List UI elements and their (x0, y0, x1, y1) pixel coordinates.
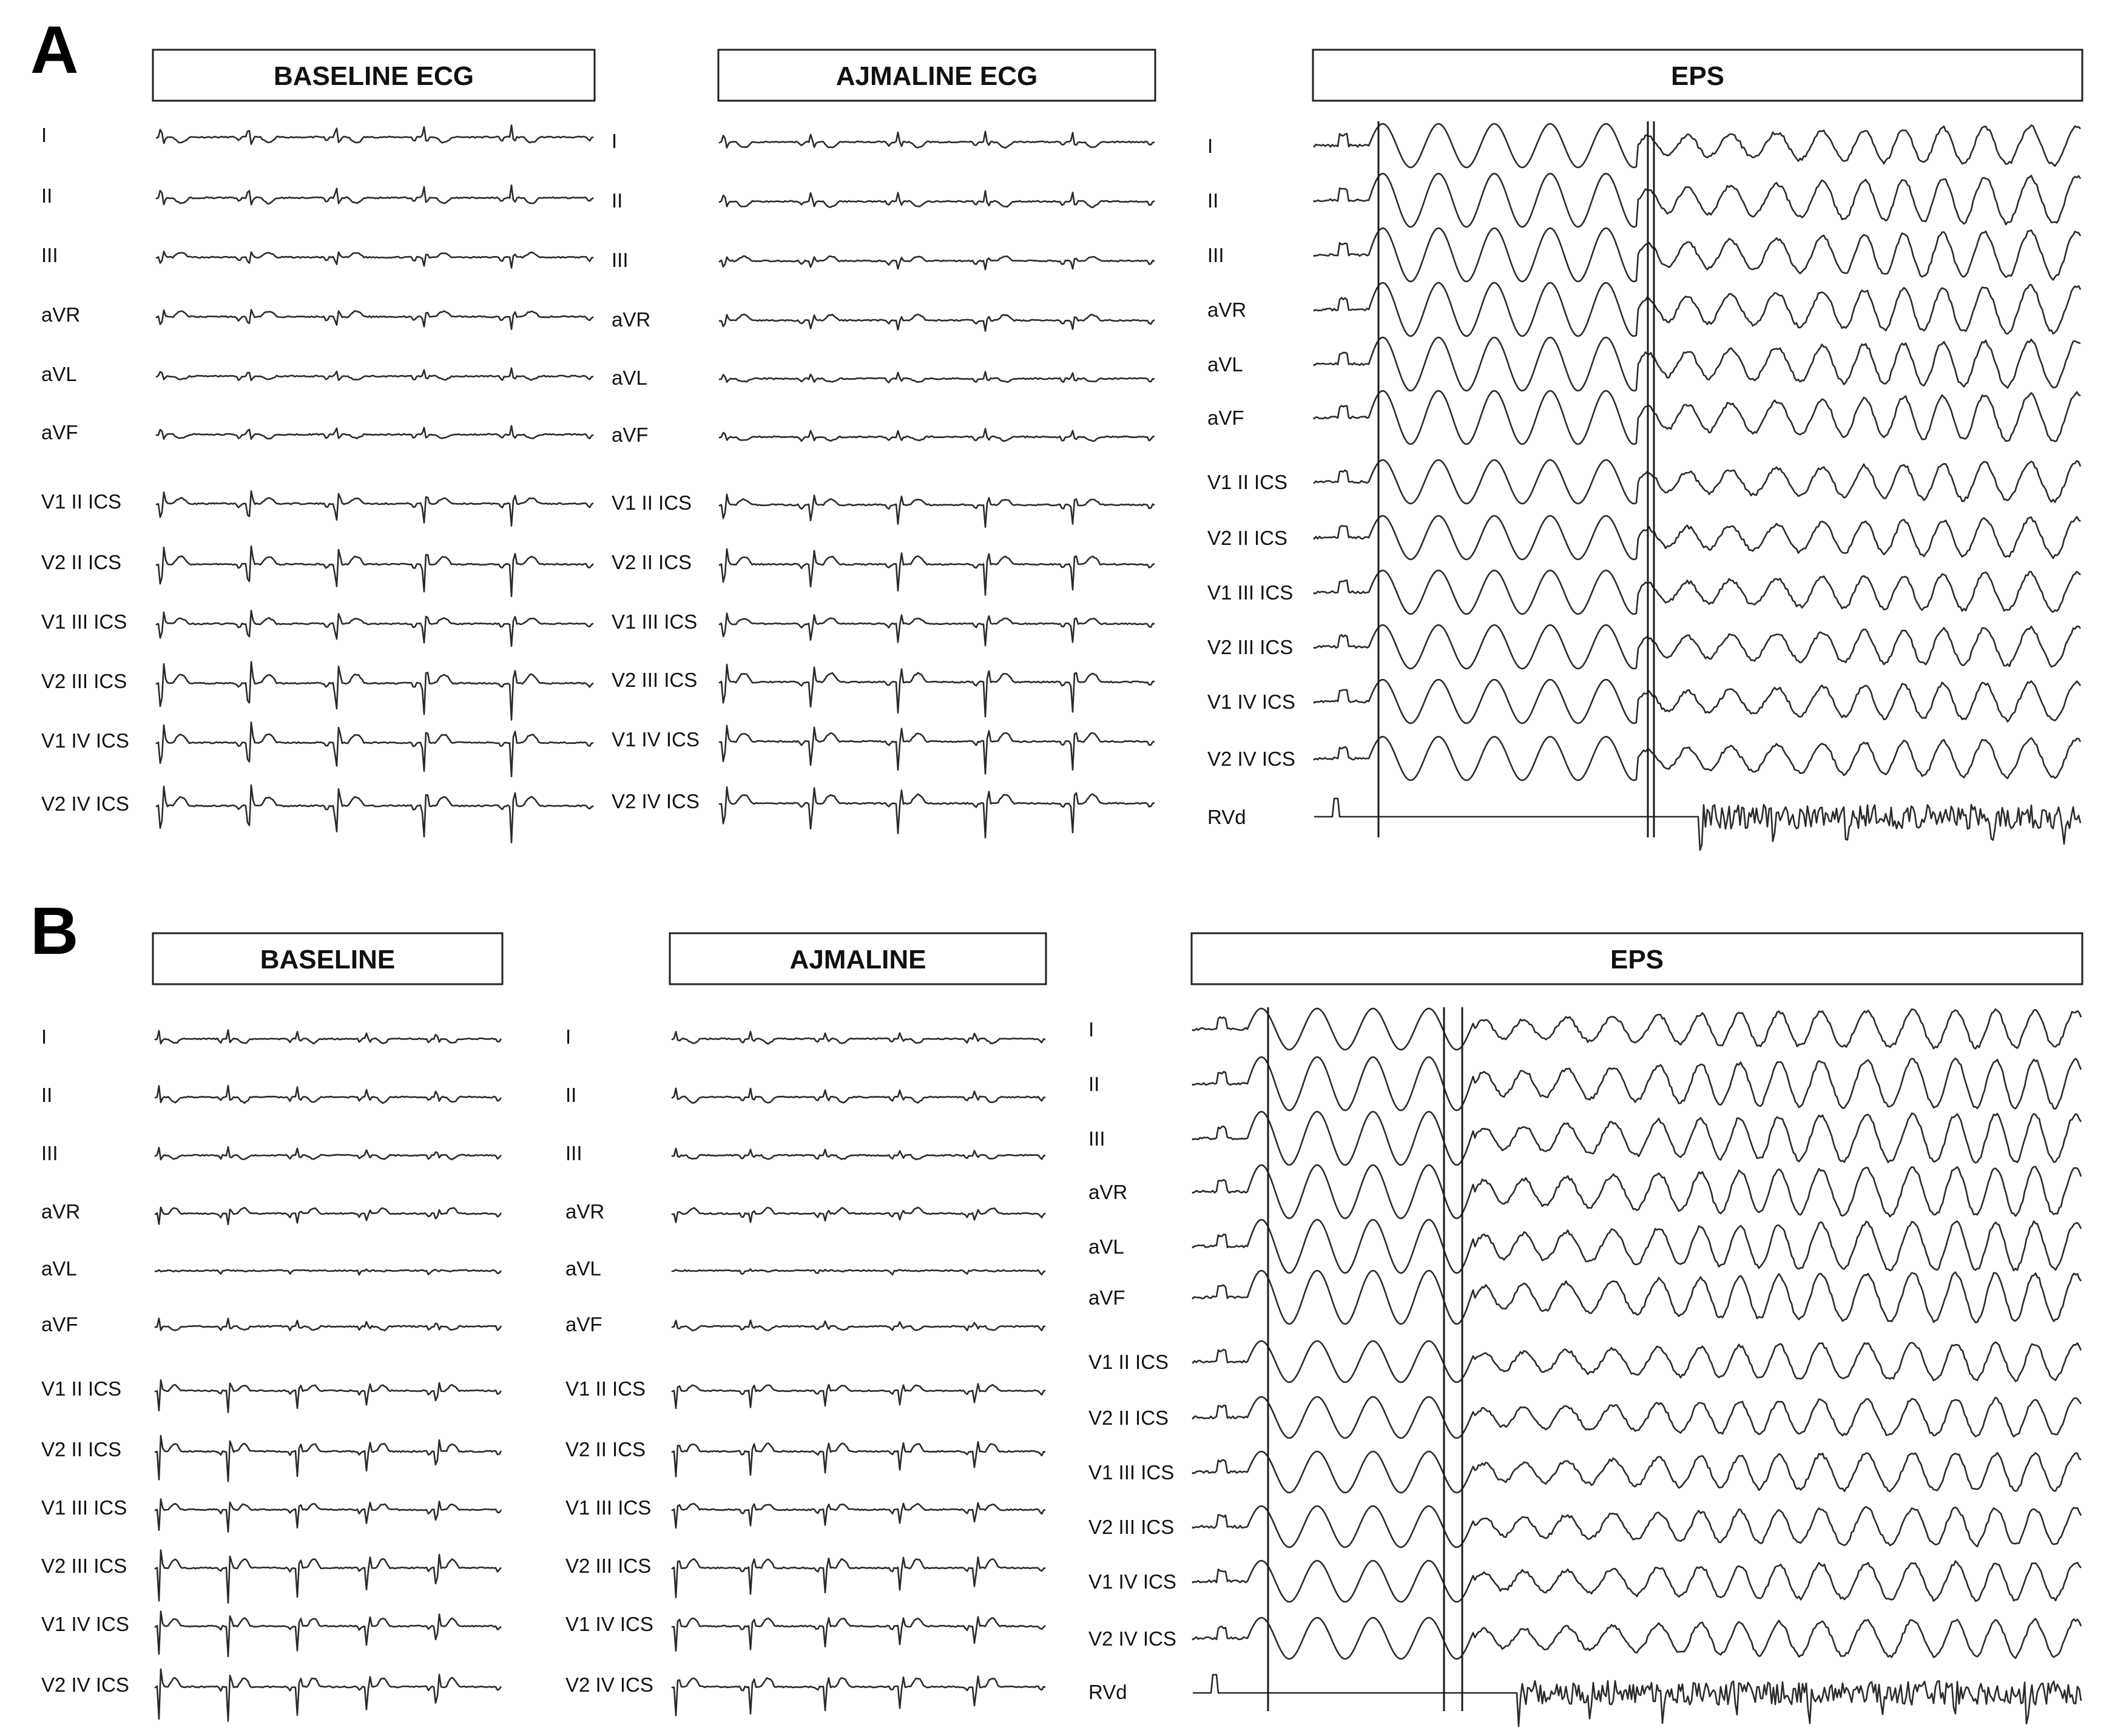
eps-trace (1314, 391, 2080, 444)
lead-label: III (612, 249, 629, 271)
ecg-trace (672, 1617, 1045, 1651)
eps-trace (1193, 1341, 2081, 1382)
lead-label: I (41, 1025, 47, 1048)
lead-label: III (1088, 1127, 1105, 1150)
rvd-trace (1314, 799, 2080, 850)
eps-trace (1193, 1561, 2081, 1602)
ecg-trace (157, 309, 593, 329)
ecg-trace (672, 1207, 1045, 1223)
lead-label: V2 IV ICS (41, 792, 129, 815)
lead-label: I (565, 1025, 572, 1048)
lead-label: V1 III ICS (1088, 1461, 1175, 1484)
eps-trace (1314, 460, 2080, 504)
lead-label: V2 III ICS (1207, 636, 1294, 658)
ecg-trace (720, 191, 1155, 208)
lead-label: aVF (612, 424, 649, 446)
eps-trace (1193, 1057, 2081, 1110)
lead-label: V2 IV ICS (612, 790, 700, 812)
panel-a-baseline-lead-labels (41, 124, 129, 815)
panel-a-ajmaline-title: AJMALINE ECG (835, 61, 1038, 91)
eps-trace (1193, 1618, 2081, 1659)
lead-label: V1 II ICS (612, 491, 692, 514)
lead-label: V2 II ICS (1207, 527, 1288, 549)
lead-label: V1 III ICS (565, 1496, 652, 1519)
ecg-trace (720, 549, 1155, 595)
eps-trace (1314, 228, 2080, 282)
eps-trace (1193, 1271, 2081, 1324)
eps-trace (1314, 283, 2080, 336)
eps-trace (1314, 737, 2080, 780)
lead-label: aVF (41, 1313, 78, 1336)
ecg-trace (720, 787, 1155, 837)
lead-label: RVd (1207, 806, 1246, 828)
ecg-trace (155, 1147, 501, 1160)
lead-label: RVd (1088, 1681, 1127, 1703)
lead-label: aVL (41, 363, 77, 385)
panel-b-baseline-lead-labels (41, 1025, 129, 1696)
eps-trace (1193, 1451, 2081, 1493)
lead-label: V2 II ICS (1088, 1407, 1169, 1429)
lead-label: V1 IV ICS (612, 728, 700, 751)
ecg-trace (672, 1149, 1045, 1160)
lead-label: aVF (1207, 407, 1244, 429)
eps-trace (1314, 570, 2080, 614)
rvd-trace (1193, 1675, 2081, 1726)
lead-label: V1 IV ICS (1207, 691, 1295, 713)
ecg-trace (155, 1207, 501, 1224)
lead-label: aVR (612, 308, 651, 331)
lead-label: III (41, 1142, 58, 1164)
lead-label: II (1207, 189, 1219, 212)
panel-a (30, 13, 2082, 850)
lead-label: V1 II ICS (1207, 471, 1288, 493)
ecg-trace (720, 429, 1155, 441)
eps-trace (1193, 1165, 2081, 1218)
ecg-trace (155, 1499, 501, 1532)
lead-label: aVR (1207, 299, 1247, 321)
lead-label: aVF (565, 1313, 602, 1336)
lead-label: aVL (41, 1257, 77, 1280)
ecg-trace (672, 1269, 1045, 1275)
lead-label: V2 III ICS (41, 670, 127, 692)
lead-label: I (41, 124, 47, 146)
ecg-trace (155, 1269, 501, 1275)
lead-label: II (1088, 1073, 1100, 1095)
lead-label: V1 III ICS (41, 610, 127, 633)
eps-trace (1193, 1397, 2081, 1438)
lead-label: V1 II ICS (41, 1377, 122, 1400)
ecg-trace (155, 1436, 501, 1481)
lead-label: aVR (41, 1200, 81, 1223)
lead-label: V1 IV ICS (41, 1613, 129, 1635)
lead-label: aVF (41, 421, 78, 444)
lead-label: V2 IV ICS (1207, 748, 1295, 770)
eps-trace (1314, 174, 2080, 227)
panel-a-eps-lead-labels (1207, 135, 1295, 828)
panel-b-eps-title: EPS (1610, 945, 1664, 974)
ecg-trace (155, 1030, 501, 1044)
eps-trace (1314, 124, 2080, 167)
ecg-trace (720, 664, 1155, 717)
panel-a-letter: A (30, 13, 79, 87)
ecg-trace (157, 722, 593, 776)
ecg-trace (672, 1442, 1045, 1476)
eps-trace (1314, 516, 2080, 559)
eps-trace (1314, 337, 2080, 391)
eps-trace (1314, 625, 2080, 669)
lead-label: V2 IV ICS (41, 1674, 129, 1696)
ecg-trace (155, 1550, 501, 1603)
lead-label: I (612, 130, 618, 152)
ecg-trace (672, 1503, 1045, 1528)
lead-label: V2 III ICS (41, 1555, 127, 1577)
lead-label: II (41, 184, 53, 207)
lead-label: V1 IV ICS (565, 1613, 653, 1635)
lead-label: I (1088, 1018, 1095, 1041)
lead-label: V2 IV ICS (1088, 1627, 1176, 1650)
panel-a-eps-title: EPS (1670, 61, 1725, 91)
ecg-trace (720, 314, 1155, 331)
ecg-trace (720, 256, 1155, 269)
panel-a-baseline-title: BASELINE ECG (273, 61, 474, 91)
lead-label: III (565, 1142, 582, 1164)
ecg-trace (157, 610, 593, 646)
ecg-trace (155, 1612, 501, 1657)
eps-trace (1193, 1008, 2081, 1050)
lead-label: V1 III ICS (612, 610, 698, 633)
lead-label: V1 II ICS (565, 1377, 646, 1400)
lead-label: II (41, 1084, 53, 1106)
lead-label: V2 III ICS (565, 1555, 652, 1577)
lead-label: V2 II ICS (612, 551, 692, 573)
ecg-trace (672, 1320, 1045, 1331)
ecg-trace (157, 546, 593, 596)
lead-label: aVL (565, 1257, 601, 1280)
lead-label: V1 II ICS (1088, 1351, 1169, 1373)
lead-label: aVF (1088, 1286, 1125, 1309)
lead-label: aVL (1207, 353, 1243, 376)
lead-label: V2 II ICS (565, 1438, 646, 1461)
ecg-trace (157, 368, 593, 380)
ecg-trace (672, 1557, 1045, 1597)
eps-trace (1193, 1506, 2081, 1547)
eps-trace (1314, 680, 2080, 723)
eps-trace (1193, 1112, 2081, 1165)
ecg-trace (157, 426, 593, 439)
ecg-trace (157, 662, 593, 720)
lead-label: aVL (1088, 1235, 1124, 1258)
lead-label: II (565, 1084, 577, 1106)
lead-label: aVR (1088, 1181, 1128, 1203)
lead-label: III (41, 244, 58, 266)
ecg-trace (157, 785, 593, 843)
lead-label: I (1207, 135, 1213, 157)
ecg-trace (720, 132, 1155, 148)
ecg-trace (672, 1676, 1045, 1715)
lead-label: V2 III ICS (612, 669, 698, 691)
ecg-trace (155, 1380, 501, 1412)
panel-b-baseline-title: BASELINE (260, 945, 396, 974)
panel-a-ajmaline-lead-labels (612, 130, 700, 812)
ecg-trace (672, 1089, 1045, 1103)
ecg-trace (157, 251, 593, 268)
panel-b-letter: B (30, 894, 79, 968)
lead-label: V2 III ICS (1088, 1516, 1175, 1538)
lead-label: V1 III ICS (1207, 581, 1294, 604)
lead-label: aVR (565, 1200, 605, 1223)
ecg-trace (720, 495, 1155, 527)
lead-label: aVL (612, 366, 647, 389)
panel-b-ajmaline-title: AJMALINE (789, 945, 926, 974)
lead-label: III (1207, 244, 1224, 266)
lead-label: V1 III ICS (41, 1496, 127, 1519)
lead-label: V1 IV ICS (1088, 1570, 1176, 1593)
ecg-trace (157, 185, 593, 204)
ecg-trace (155, 1086, 501, 1103)
ecg-trace (720, 372, 1155, 383)
lead-label: V1 IV ICS (41, 729, 129, 752)
panel-a-traces (157, 121, 2080, 850)
lead-label: V1 II ICS (41, 490, 122, 513)
panel-b-eps-lead-labels (1088, 1018, 1176, 1703)
panel-b-ajmaline-lead-labels (565, 1025, 653, 1696)
ecg-trace (155, 1669, 501, 1721)
lead-label: V2 IV ICS (565, 1674, 653, 1696)
eps-trace (1193, 1220, 2081, 1273)
ecg-trace (155, 1319, 501, 1331)
lead-label: aVR (41, 303, 81, 326)
lead-label: II (612, 189, 623, 212)
ecg-trace (157, 125, 593, 144)
ecg-trace (672, 1384, 1045, 1408)
lead-label: V2 II ICS (41, 1438, 122, 1461)
panel-b (30, 894, 2082, 1726)
ecg-trace (157, 491, 593, 525)
lead-label: V2 II ICS (41, 551, 122, 573)
ecg-trace (720, 726, 1155, 774)
ecg-trace (672, 1032, 1045, 1044)
ecg-trace (720, 613, 1155, 646)
